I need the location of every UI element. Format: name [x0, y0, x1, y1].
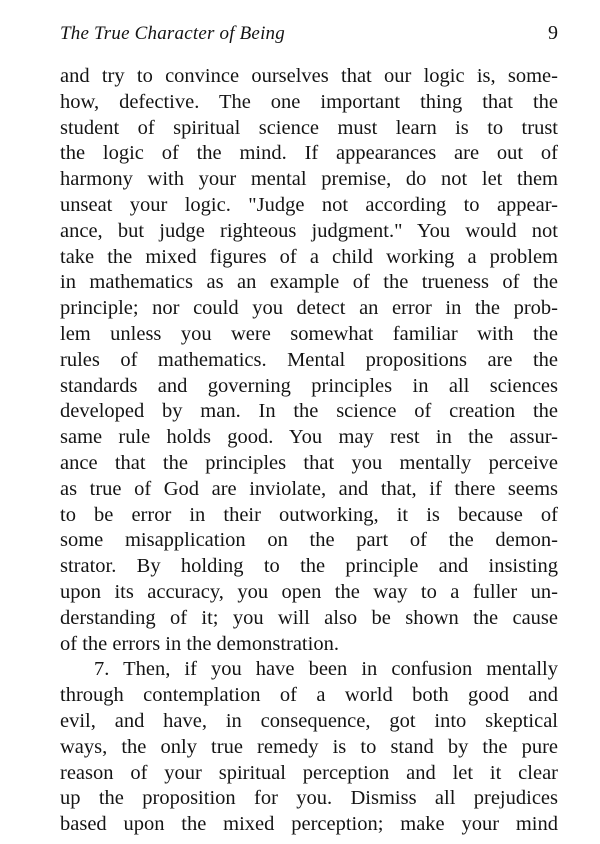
- text-line: how, defective. The one important thing that the: [60, 90, 558, 113]
- text-line: up the proposition for you. Dismiss all prejudices: [60, 787, 558, 810]
- text-line: derstanding of it; you will also be shown the cause: [60, 606, 558, 629]
- running-title: The True Character of Being: [60, 23, 285, 44]
- running-head: [60, 22, 558, 46]
- text-line: ance, but judge righteous judgment." You would not: [60, 219, 558, 242]
- text-line: as true of God are inviolate, and that, if there seems: [60, 477, 558, 500]
- text-line: lem unless you were somewhat familiar with the: [60, 322, 558, 345]
- text-line: in mathematics as an example of the trueness of the: [60, 271, 558, 294]
- text-line: harmony with your mental premise, do not let them: [60, 168, 558, 191]
- text-line: ways, the only true remedy is to stand by the pure: [60, 735, 558, 758]
- text-line: student of spiritual science must learn is to trust: [60, 116, 558, 139]
- text-line: ance that the principles that you mentally perceive: [60, 451, 558, 474]
- text-line: rules of mathematics. Mental propositions are the: [60, 348, 558, 371]
- text-line: strator. By holding to the principle and insisting: [60, 555, 558, 578]
- text-line: standards and governing principles in all sciences: [60, 374, 558, 397]
- text-line: unseat your logic. "Judge not according to appear-: [60, 193, 558, 216]
- text-line: evil, and have, in consequence, got into skeptical: [60, 709, 558, 732]
- text-line: based upon the mixed perception; make your mind: [60, 813, 558, 836]
- text-line: to be error in their outworking, it is because of: [60, 503, 558, 526]
- text-line: the logic of the mind. If appearances are out of: [60, 142, 558, 165]
- text-line: developed by man. In the science of creation the: [60, 400, 558, 423]
- paragraph-last-line: of the errors in the demonstration.: [60, 632, 339, 655]
- text-line: and try to convince ourselves that our logic is, some-: [60, 65, 558, 87]
- text-line: principle; nor could you detect an error in the prob-: [60, 297, 558, 320]
- text-line: through contemplation of a world both good and: [60, 684, 558, 707]
- text-line: reason of your spiritual perception and let it clear: [60, 761, 558, 784]
- text-line: upon its accuracy, you open the way to a fuller un-: [60, 580, 558, 603]
- page-number: 9: [548, 22, 558, 44]
- numbered-paragraph-start: 7. Then, if you have been in confusion mentally: [94, 658, 558, 681]
- text-line: take the mixed figures of a child working a problem: [60, 245, 558, 268]
- text-line: some misapplication on the part of the demon-: [60, 529, 558, 552]
- text-line: same rule holds good. You may rest in the assur-: [60, 426, 558, 449]
- body-text: [60, 64, 558, 838]
